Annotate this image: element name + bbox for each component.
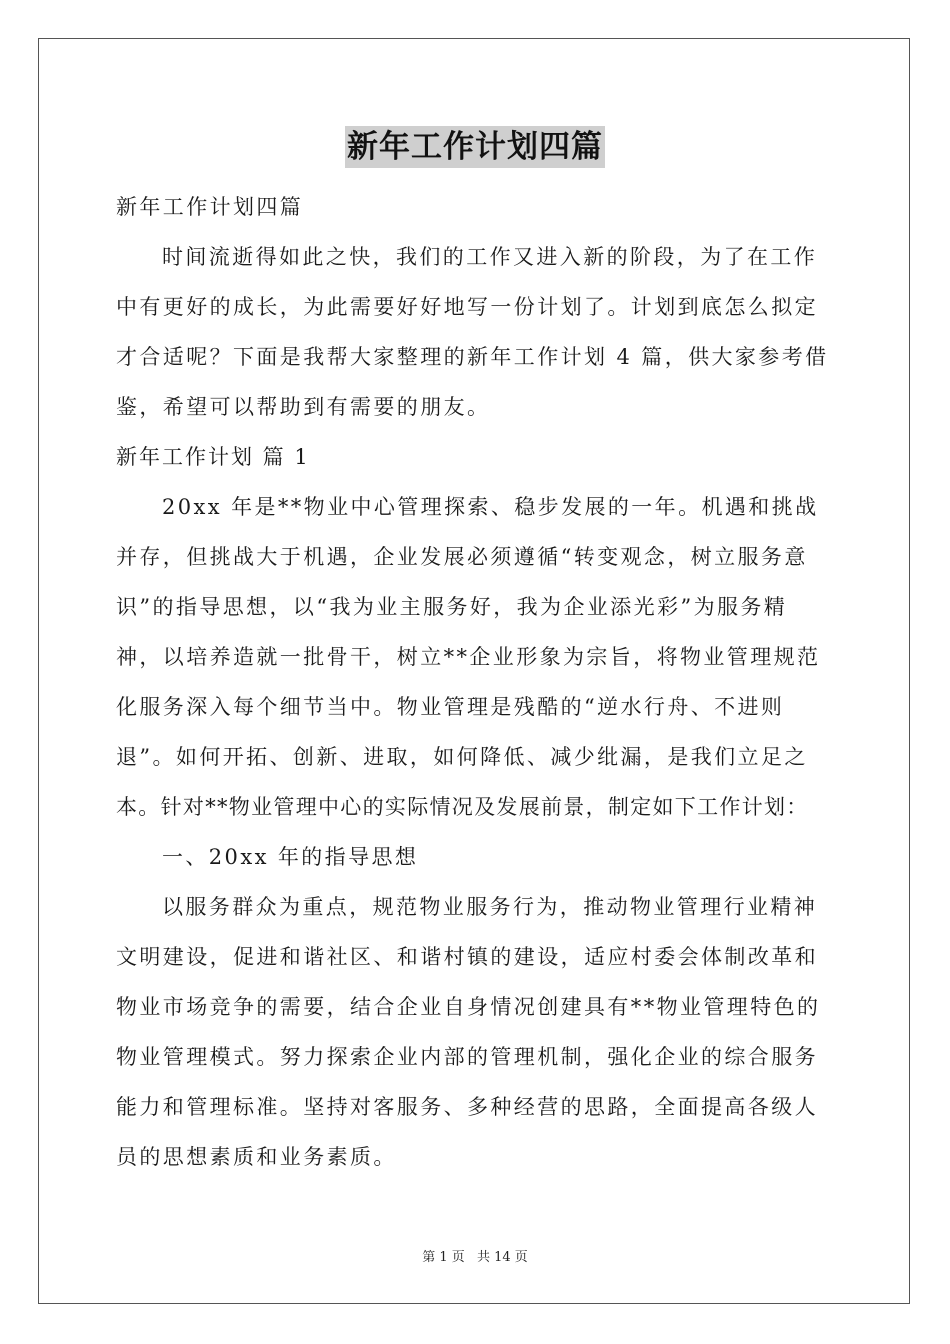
section-heading: 新年工作计划 篇 1 [116, 445, 310, 469]
document-subtitle: 新年工作计划四篇 [116, 195, 304, 219]
paragraph-line: 文明建设，促进和谐社区、和谐村镇的建设，适应村委会体制改革和 [116, 945, 818, 969]
paragraph-line: 能力和管理标准。坚持对客服务、多种经营的思路，全面提高各级人 [116, 1095, 818, 1119]
intro-line: 才合适呢？下面是我帮大家整理的新年工作计划 4 篇，供大家参考借 [116, 345, 829, 369]
page-total: 共 14 页 [476, 1250, 528, 1265]
paragraph-line: 退”。如何开拓、创新、进取，如何降低、减少纰漏，是我们立足之 [116, 745, 808, 769]
paragraph-line: 本。针对**物业管理中心的实际情况及发展前景，制定如下工作计划： [116, 795, 809, 819]
paragraph-line: 化服务深入每个细节当中。物业管理是残酷的“逆水行舟、不进则 [116, 695, 785, 719]
paragraph-line: 物业管理模式。努力探索企业内部的管理机制，强化企业的综合服务 [116, 1045, 818, 1069]
paragraph-line: 并存，但挑战大于机遇，企业发展必须遵循“转变观念，树立服务意 [116, 545, 808, 569]
paragraph-line: 识”的指导思想，以“我为业主服务好，我为企业添光彩”为服务精 [116, 595, 788, 619]
document-title: 新年工作计划四篇 [345, 126, 605, 168]
paragraph-line: 员的思想素质和业务素质。 [116, 1145, 397, 1169]
intro-line: 中有更好的成长，为此需要好好地写一份计划了。计划到底怎么拟定 [116, 295, 818, 319]
title-wrap [0, 126, 950, 168]
paragraph-line: 物业市场竞争的需要，结合企业自身情况创建具有**物业管理特色的 [116, 995, 821, 1019]
page-number: 第 1 页 [422, 1250, 465, 1265]
paragraph-line: 神，以培养造就一批骨干，树立**企业形象为宗旨，将物业管理规范 [116, 645, 821, 669]
intro-line: 鉴，希望可以帮助到有需要的朋友。 [116, 395, 491, 419]
page-footer [0, 1246, 950, 1265]
subheading: 一、20xx 年的指导思想 [162, 845, 419, 869]
paragraph-line: 以服务群众为重点，规范物业服务行为，推动物业管理行业精神 [162, 895, 818, 919]
paragraph-line: 20xx 年是**物业中心管理探索、稳步发展的一年。机遇和挑战 [162, 495, 819, 519]
intro-line: 时间流逝得如此之快，我们的工作又进入新的阶段，为了在工作 [162, 245, 818, 269]
document-body [116, 182, 836, 1182]
